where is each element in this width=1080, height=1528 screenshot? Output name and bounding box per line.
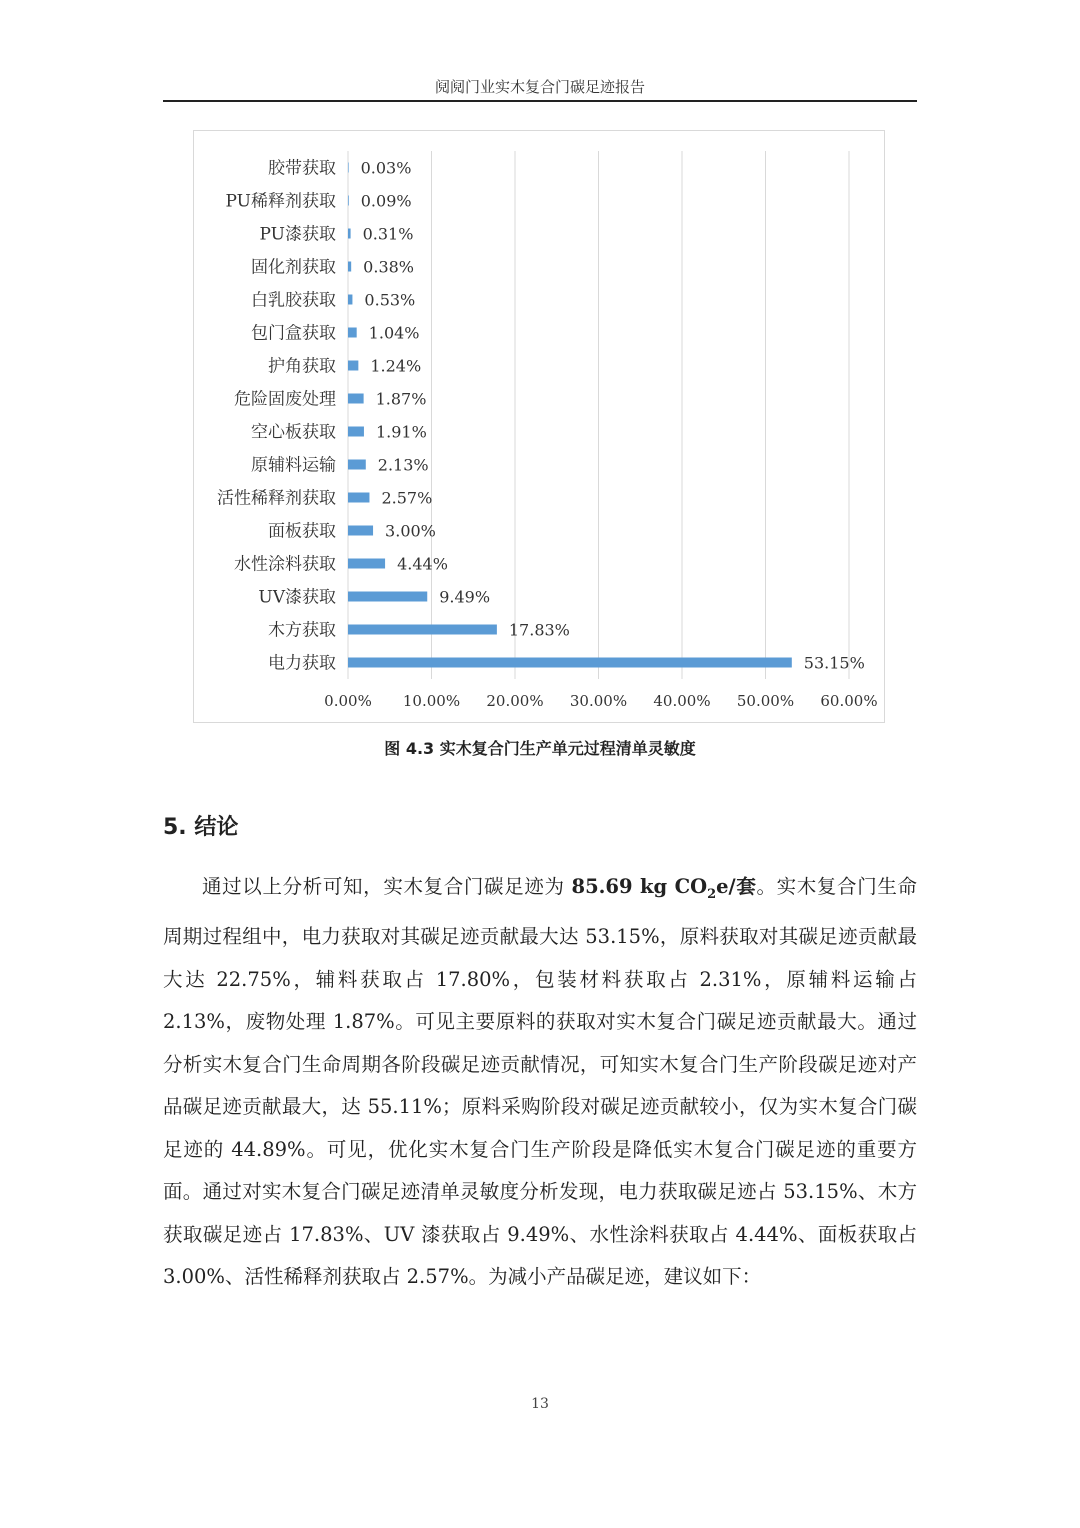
x-tick-label: 30.00% [569,692,628,710]
figure-caption: 图 4.3 实木复合门生产单元过程清单灵敏度 [384,739,696,758]
x-tick-label: 40.00% [653,692,711,710]
data-label: 2.57% [381,488,433,508]
bar [348,559,385,569]
data-label: 2.13% [377,455,429,475]
bar [348,361,358,371]
section-title: 5. 结论 [163,815,239,840]
data-label: 0.03% [360,158,412,178]
category-label: PU稀释剂获取 [225,191,336,212]
category-label: 空心板获取 [251,422,336,443]
data-label: 1.04% [368,323,420,343]
page-number: 13 [531,1396,549,1412]
x-tick-label: 60.00% [820,692,878,710]
paragraph-text-b: 。实木复合门生命周期过程组中，电力获取对其碳足迹贡献最大达 53.15%，原料获取对其碳足迹贡献最大达 22.75%，辅料获取占 17.80%，包装材料获取占 2.31%，原辅料运输占 2.13%，废物处理 1.87%。可见主要原料的获取对实木复合门碳足迹贡献最大。通过分析实木复合门生命周期各阶段碳足迹贡献情况，可知实木复合门生产阶段碳足迹对产品碳足迹贡献最大，达 55.11%；原料采购阶段对碳足迹贡献较小，仅为实木复合门碳足迹的 44.89%。可见，优化实木复合门生产阶段是降低实木复合门碳足迹的重要方面。通过对实木复合门碳足迹清单灵敏度分析发现，电力获取碳足迹占 53.15%、木方获取碳足迹占 17.83%、UV 漆获取占 9.49%、水性涂料获取占 4.44%、面板获取占 3.00%、活性稀释剂获取占 2.57%。为减小产品碳足迹，建议如下： [163,875,917,1289]
data-label: 17.83% [508,620,570,640]
page-header: 阋阋门业实木复合门碳足迹报告 [434,78,645,96]
data-label: 0.53% [364,290,416,310]
category-label: 胶带获取 [268,158,336,179]
bar [348,460,366,470]
header-rule [163,100,917,102]
category-label: 原辅料运输 [251,455,336,476]
paragraph-text-a: 通过以上分析可知，实木复合门碳足迹为 [202,875,572,898]
data-label: 0.38% [363,257,415,277]
category-label: PU漆获取 [259,224,336,245]
x-tick-label: 20.00% [486,692,544,710]
x-tick-label: 50.00% [736,692,795,710]
data-label: 0.31% [362,224,414,244]
category-label: 白乳胶获取 [251,290,336,311]
sensitivity-chart [193,130,885,723]
bar [348,658,792,668]
bar [348,229,351,239]
category-label: UV漆获取 [258,587,336,608]
conclusion-paragraph [163,866,917,1299]
category-label: 危险固废处理 [234,389,336,410]
category-label: 护角获取 [268,356,336,377]
bar [348,493,369,503]
data-label: 53.15% [803,653,865,673]
category-label: 固化剂获取 [251,257,336,278]
category-label: 电力获取 [268,653,336,674]
data-label: 1.87% [375,389,427,409]
data-label: 0.09% [360,191,412,211]
category-label: 活性稀释剂获取 [217,488,336,509]
bar [348,295,352,305]
data-label: 1.24% [370,356,422,376]
bar [348,625,497,635]
bar [348,592,427,602]
bar [348,394,364,404]
data-label: 1.91% [375,422,427,442]
x-tick-label: 0.00% [324,692,372,710]
bar [348,328,357,338]
category-label: 包门盒获取 [251,323,336,344]
bar-chart-svg [194,131,886,724]
bar [348,427,364,437]
data-label: 9.49% [439,587,491,607]
category-label: 水性涂料获取 [234,554,336,575]
bar [348,196,349,206]
category-label: 木方获取 [268,620,336,641]
bar [348,163,349,173]
data-label: 3.00% [385,521,436,541]
x-tick-label: 10.00% [402,692,461,710]
category-label: 面板获取 [268,521,336,542]
data-label: 4.44% [397,554,448,574]
bar [348,262,351,272]
carbon-footprint-value: 85.69 kg $CO_2e/$套 [571,875,757,902]
bar [348,526,373,536]
